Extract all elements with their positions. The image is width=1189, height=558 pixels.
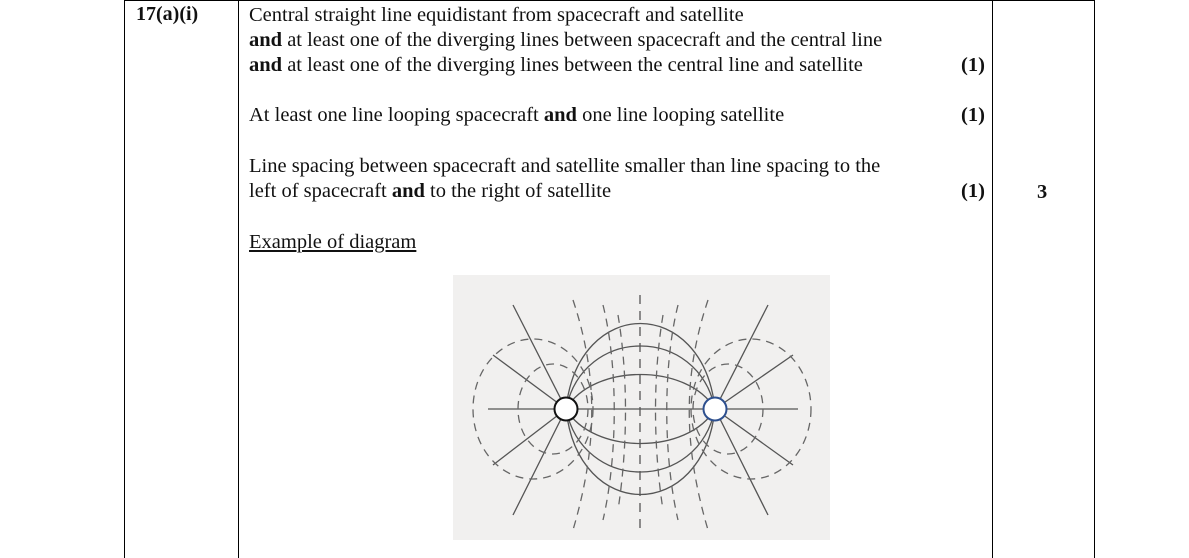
column-border-left: [124, 0, 125, 558]
answer-line-3: and at least one of the diverging lines between the central line and satellite: [249, 54, 863, 76]
example-heading: Example of diagram: [249, 231, 417, 253]
answer-line-1: Central straight line equidistant from spacecraft and satellite: [249, 4, 744, 26]
column-border-marks: [992, 0, 993, 558]
answer-line-2: and at least one of the diverging lines between spacecraft and the central line: [249, 29, 883, 51]
satellite-circle: [704, 398, 727, 421]
table-top-border: [124, 0, 1095, 1]
answer-line-5: Line spacing between spacecraft and satellite smaller than line spacing to the: [249, 155, 881, 177]
total-marks: 3: [1037, 181, 1048, 203]
column-border-question: [238, 0, 239, 558]
question-number: 17(a)(i): [136, 3, 199, 25]
mark-1: (1): [961, 54, 985, 76]
mark-2: (1): [961, 104, 985, 126]
answer-line-6: left of spacecraft and to the right of satellite: [249, 180, 612, 202]
mark-3: (1): [961, 180, 985, 202]
field-diagram: [453, 275, 830, 540]
field-diagram-photo: [453, 275, 830, 540]
answer-line-4: At least one line looping spacecraft and one line looping satellite: [249, 104, 785, 126]
column-border-right: [1094, 0, 1095, 558]
spacecraft-circle: [555, 398, 578, 421]
